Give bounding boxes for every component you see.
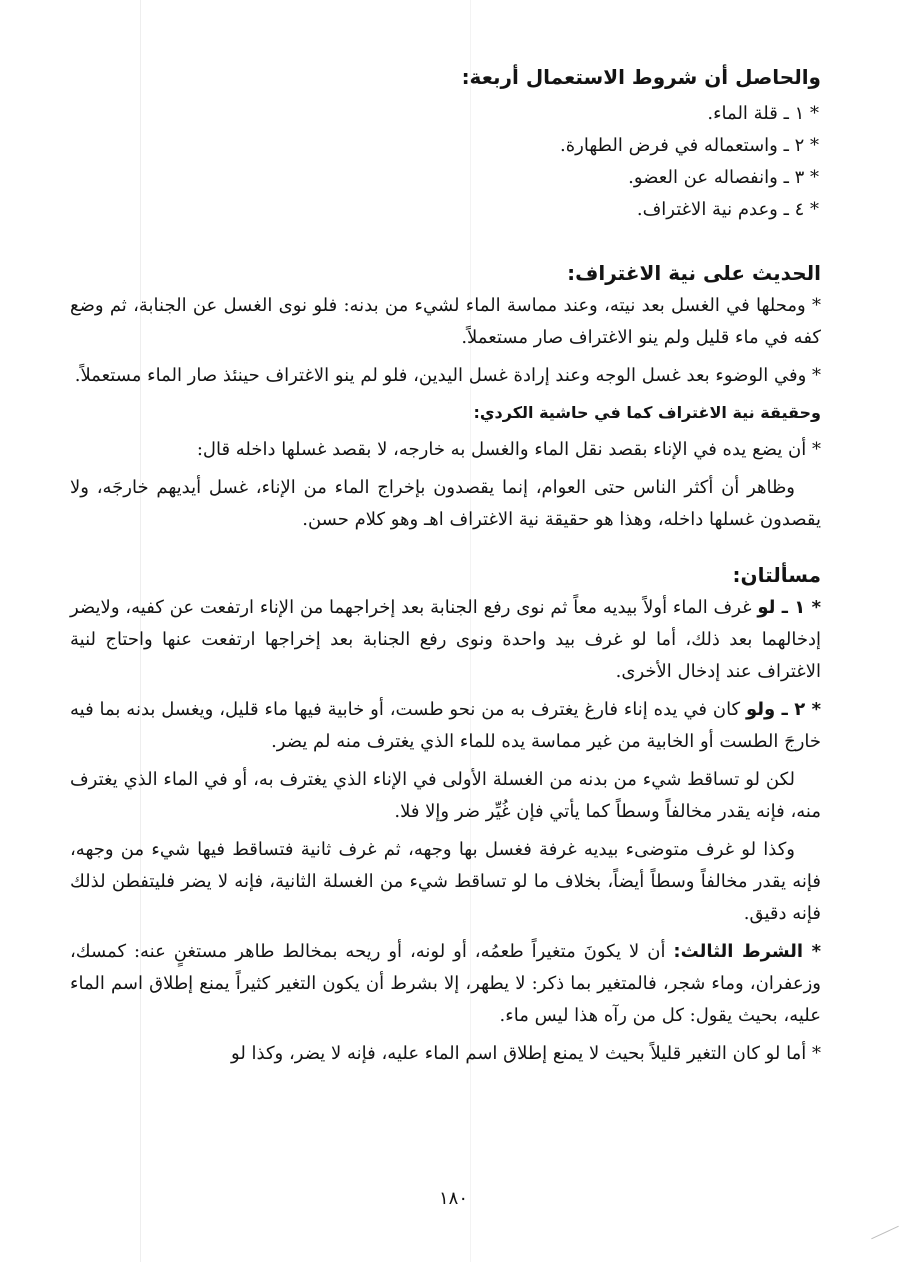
- paragraph: * ومحلها في الغسل بعد نيته، وعند مماسة الماء لشيء من بدنه: فلو نوى الغسل عن الجنابة، ثم وضع كفه في ماء قليل ولم ينو الاغتراف صار مستعملاً.: [70, 295, 821, 348]
- subheading-kurdi: وحقيقة نية الاغتراف كما في حاشية الكردي:: [473, 403, 821, 422]
- scan-artifact-corner: [871, 1226, 899, 1240]
- section-heading-intention: الحديث على نية الاغتراف:: [567, 261, 821, 285]
- issue-1-paragraph: [70, 592, 821, 688]
- conditions-list: [70, 98, 821, 226]
- third-condition-text: أن لا يكونَ متغيراً طعمُه، أو لونه، أو ريحه بمخالط طاهر مستغنٍ عنه: كمسك، وزعفران، وماء شجر، فالمتغير بما ذكر: لا يطهر، إلا بشرط أن يكون التغير كثيراً يمنع إطلاق اسم الماء عليه، بحيث يقول: كل من رآه هذا ليس ماء.: [70, 941, 821, 1026]
- paragraph: * أما لو كان التغير قليلاً بحيث لا يمنع إطلاق اسم الماء عليه، فإنه لا يضر، وكذا لو: [231, 1043, 821, 1064]
- condition-item: * ٤ ـ وعدم نية الاغتراف.: [636, 199, 819, 220]
- page-body: [70, 60, 821, 1076]
- third-condition-lead: * الشرط الثالث:: [673, 941, 821, 962]
- third-condition-paragraph: [70, 936, 821, 1032]
- condition-item: * ٢ ـ واستعماله في فرض الطهارة.: [560, 135, 819, 156]
- issue-2-paragraph: [70, 694, 821, 758]
- issue-1-lead: * ١ ـ لو: [757, 597, 821, 618]
- page-number: ١٨٠: [438, 1188, 468, 1209]
- issue-2-text: كان في يده إناء فارغ يغترف به من نحو طست، أو خابية فيها ماء قليل، ويغسل بدنه بما فيه خارجَ الطست أو الخابية من غير مماسة يده للماء الذي يغترف منه لم يضر.: [70, 699, 821, 752]
- paragraph: * أن يضع يده في الإناء بقصد نقل الماء والغسل به خارجه، لا بقصد غسلها داخله قال:: [196, 439, 821, 460]
- paragraph: * وفي الوضوء بعد غسل الوجه وعند إرادة غسل اليدين، فلو لم ينو الاغتراف حينئذ صار الماء مستعملاً.: [74, 365, 821, 386]
- issue-1-text: غرف الماء أولاً بيديه معاً ثم نوى رفع الجنابة بعد إخراجهما من الإناء ارتفعت عن كفيه، ولايضر إدخالهما بعد ذلك، أما لو غرف بيد واحدة ونوى رفع الجنابة بعد إخراجها ارتفعت عنها واحتاج لنية الاغتراف عند إدخال الأخرى.: [70, 597, 821, 682]
- summary-heading: والحاصل أن شروط الاستعمال أربعة:: [461, 65, 821, 89]
- issue-2-lead: * ٢ ـ ولو: [746, 699, 821, 720]
- paragraph: لكن لو تساقط شيء من بدنه من الغسلة الأولى في الإناء الذي يغترف به، أو في الماء الذي يغترف منه، فإنه يقدر مخالفاً وسطاً كما يأتي فإن غُيِّر ضر وإلا فلا.: [70, 769, 821, 822]
- paragraph: وظاهر أن أكثر الناس حتى العوام، إنما يقصدون بإخراج الماء من الإناء، غسل أيديهم خارجَه، ولا يقصدون غسلها داخله، وهذا هو حقيقة نية الاغتراف اهـ وهو كلام حسن.: [70, 477, 821, 530]
- condition-item: * ٣ ـ وانفصاله عن العضو.: [628, 167, 819, 188]
- section-heading-two-issues: مسألتان:: [732, 563, 821, 587]
- condition-item: * ١ ـ قلة الماء.: [707, 103, 819, 124]
- paragraph: وكذا لو غرف متوضىء بيديه غرفة فغسل بها وجهه، ثم غرف ثانية فتساقط فيها شيء من وجهه، فإنه يقدر مخالفاً وسطاً أيضاً، بخلاف ما لو تساقط شيء من الغسلة الثانية، فإنه لا يضر فليتفطن لذلك فإنه دقيق.: [70, 839, 821, 924]
